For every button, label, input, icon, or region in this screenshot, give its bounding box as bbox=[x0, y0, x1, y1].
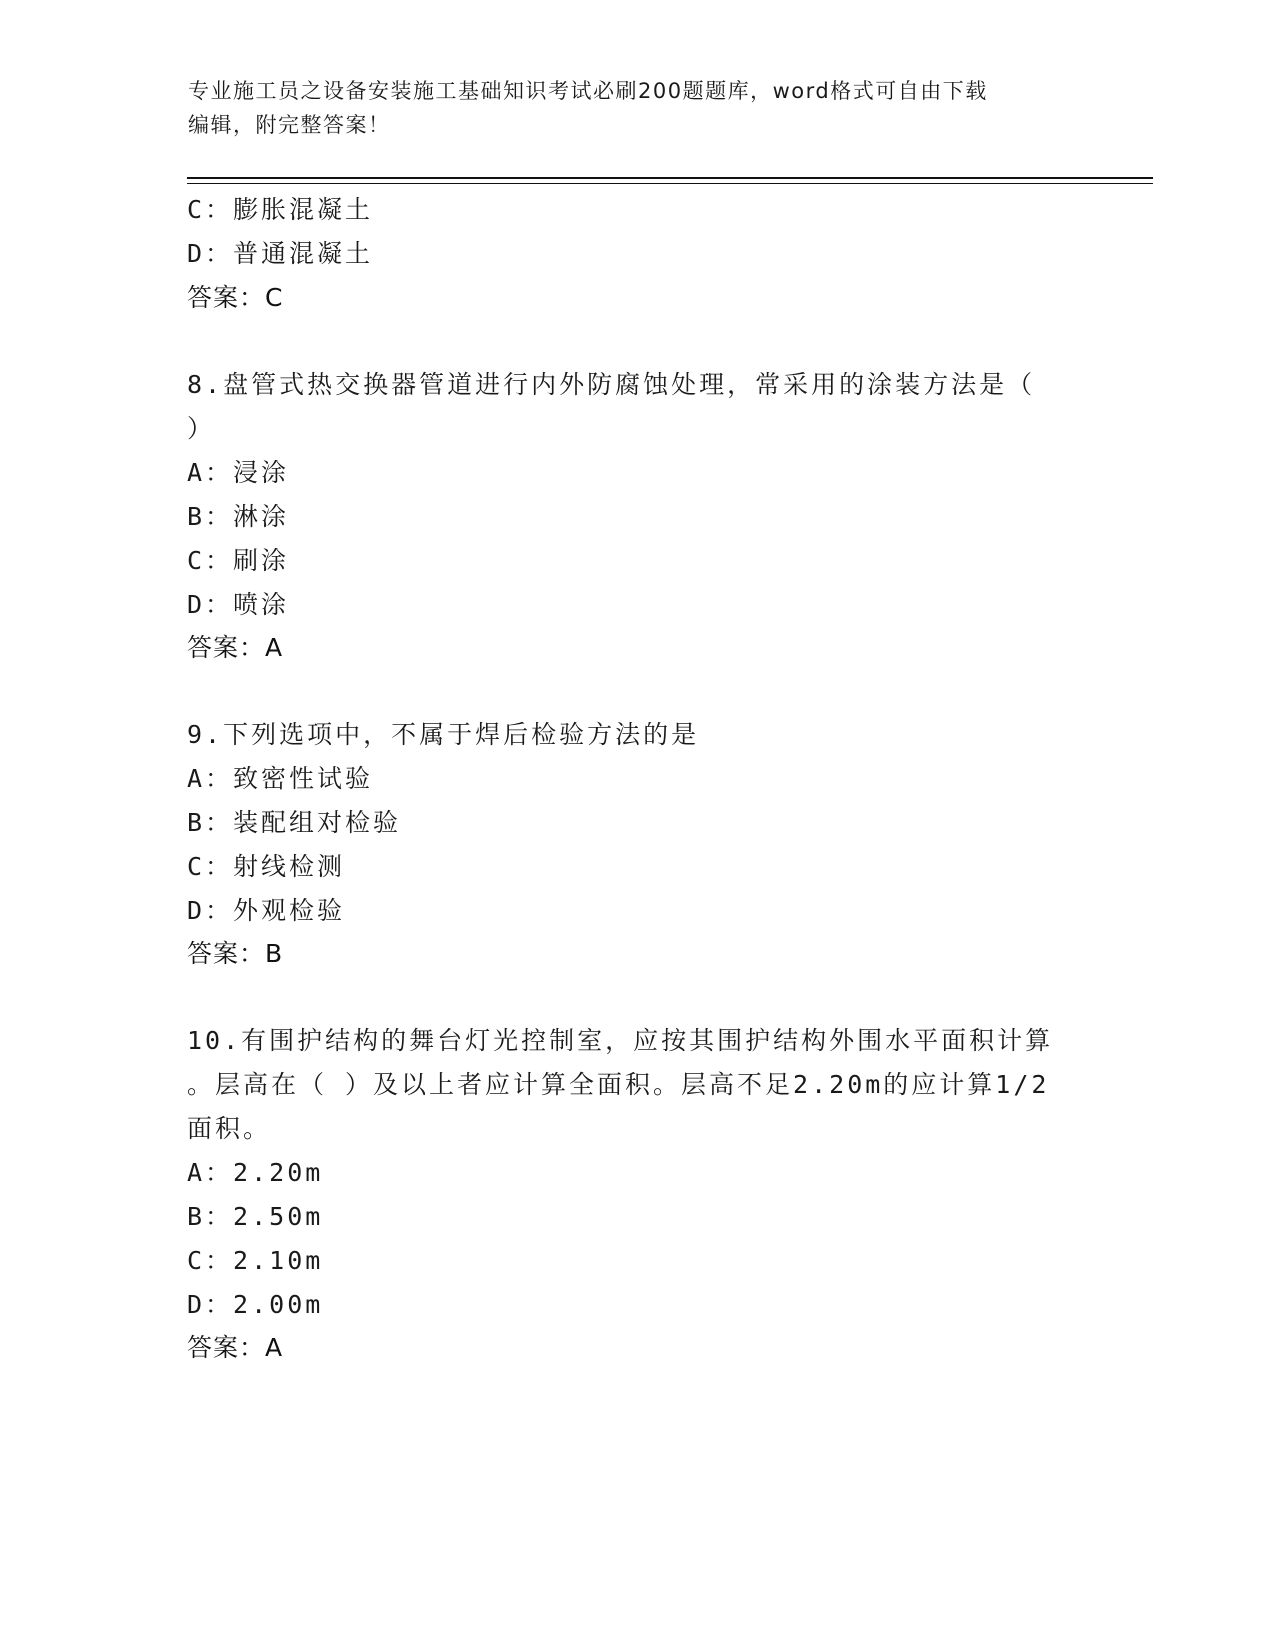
q9-answer: 答案：B bbox=[187, 939, 284, 968]
q7-option-c: C：膨胀混凝土 bbox=[187, 195, 374, 224]
q7-answer: 答案：C bbox=[187, 283, 284, 312]
q10-answer: 答案：A bbox=[187, 1333, 284, 1362]
header-divider-thick bbox=[187, 177, 1153, 179]
q9-option-c: C：射线检测 bbox=[187, 852, 346, 881]
q9-option-b: B：装配组对检验 bbox=[187, 808, 402, 837]
q9-option-a: A：致密性试验 bbox=[187, 764, 374, 793]
q10-option-b: B：2.50m bbox=[187, 1202, 324, 1231]
q7-option-d: D：普通混凝土 bbox=[187, 239, 374, 268]
document-header bbox=[188, 74, 1068, 142]
header-line-1: 专业施工员之设备安装施工基础知识考试必刷200题题库，word格式可自由下载 bbox=[188, 79, 988, 103]
q9-option-d: D：外观检验 bbox=[187, 896, 346, 925]
q10-option-c: C：2.10m bbox=[187, 1246, 324, 1275]
q9-stem-line-1: 9.下列选项中，不属于焊后检验方法的是 bbox=[187, 720, 700, 749]
q8-stem-line-2: ） bbox=[187, 414, 216, 443]
q8-option-c: C：刷涂 bbox=[187, 546, 290, 575]
q8-option-a: A：浸涂 bbox=[187, 458, 290, 487]
header-divider-thin bbox=[187, 183, 1153, 184]
header-line-2: 编辑，附完整答案！ bbox=[188, 113, 391, 137]
q8-stem-line-1: 8.盘管式热交换器管道进行内外防腐蚀处理，常采用的涂装方法是（ bbox=[187, 370, 1036, 399]
q8-answer: 答案：A bbox=[187, 633, 284, 662]
q8-option-d: D：喷涂 bbox=[187, 590, 290, 619]
q10-stem-line-2: 。层高在（ ）及以上者应计算全面积。层高不足2.20m的应计算1/2 bbox=[187, 1070, 1050, 1099]
q10-stem-line-3: 面积。 bbox=[187, 1114, 272, 1143]
q8-option-b: B：淋涂 bbox=[187, 502, 290, 531]
q10-option-a: A：2.20m bbox=[187, 1158, 324, 1187]
q10-stem-line-1: 10.有围护结构的舞台灯光控制室，应按其围护结构外围水平面积计算 bbox=[187, 1026, 1054, 1055]
q10-option-d: D：2.00m bbox=[187, 1290, 324, 1319]
